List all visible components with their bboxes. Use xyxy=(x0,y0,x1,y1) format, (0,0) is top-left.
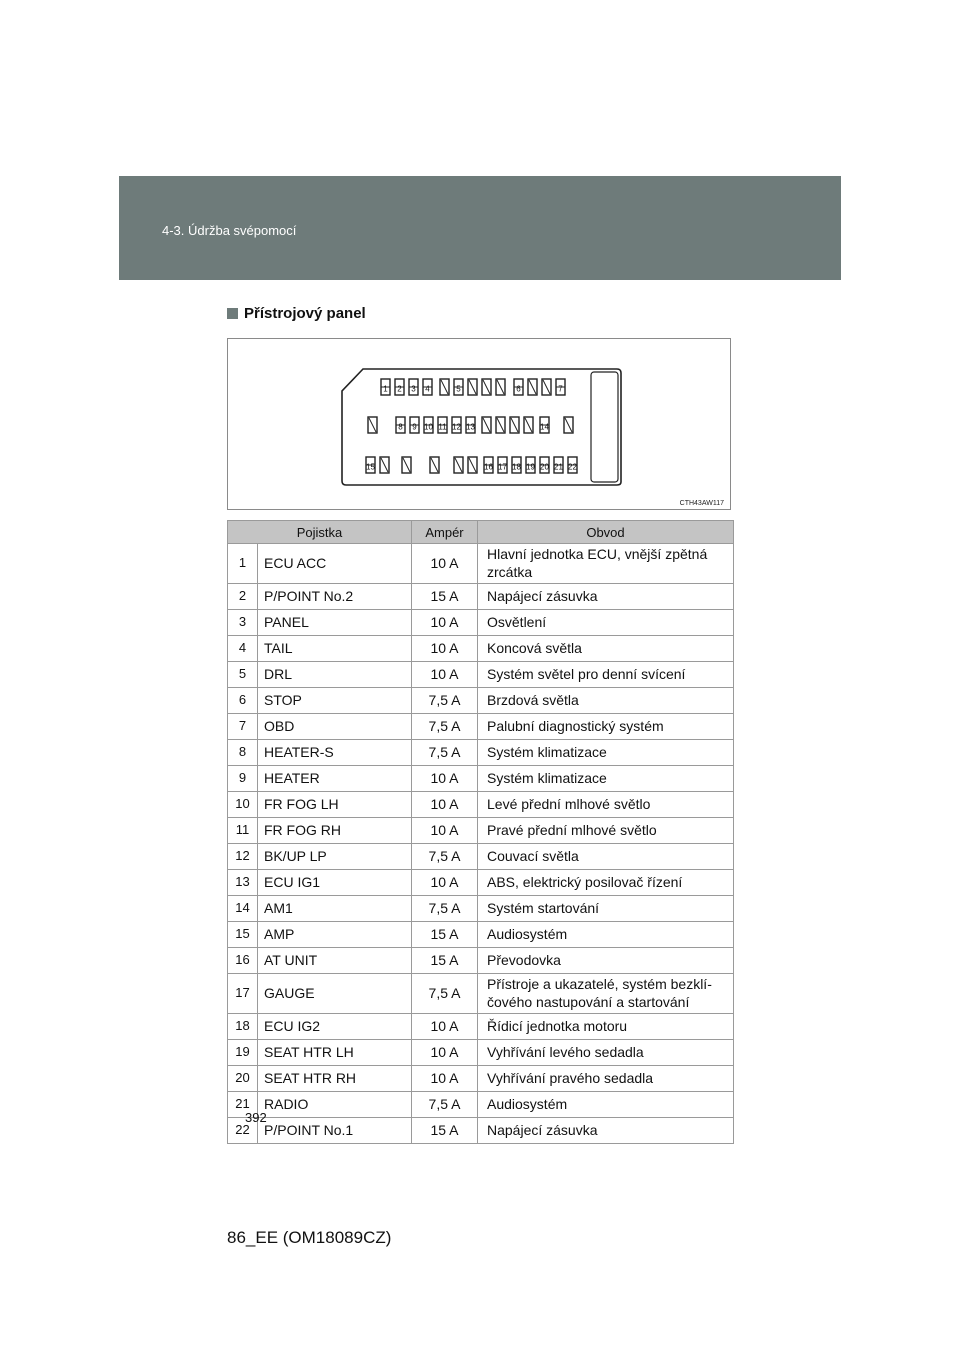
table-row xyxy=(228,740,734,766)
fuse-number: 4 xyxy=(228,636,258,662)
fuse-amperage: 7,5 A xyxy=(412,1092,478,1118)
fuse-amperage: 7,5 A xyxy=(412,844,478,870)
fuse-amperage: 10 A xyxy=(412,1014,478,1040)
fuse-amperage: 10 A xyxy=(412,1040,478,1066)
fuse-label: 12 xyxy=(452,422,461,432)
fuse-name: AMP xyxy=(258,922,412,948)
fuse-name: STOP xyxy=(258,688,412,714)
fuse-circuit: Převodovka xyxy=(478,948,734,974)
fuse-label: 6 xyxy=(516,384,521,394)
fuse-amperage: 7,5 A xyxy=(412,740,478,766)
fuse-amperage: 15 A xyxy=(412,922,478,948)
fuse-label: 22 xyxy=(568,462,577,472)
fuse-number: 8 xyxy=(228,740,258,766)
table-row xyxy=(228,948,734,974)
table-row xyxy=(228,688,734,714)
fuse-label: 9 xyxy=(412,422,417,432)
column-header-fuse: Pojistka xyxy=(228,521,412,544)
fuse-circuit: ABS, elektrický posilovač řízení xyxy=(478,870,734,896)
fuse-amperage: 10 A xyxy=(412,636,478,662)
table-row xyxy=(228,1040,734,1066)
fuse-label: 2 xyxy=(397,384,402,394)
fuse-circuit: Brzdová světla xyxy=(478,688,734,714)
fuse-name: ECU ACC xyxy=(258,544,412,584)
fuse-circuit: Palubní diagnostický systém xyxy=(478,714,734,740)
fuse-name: TAIL xyxy=(258,636,412,662)
fuse-name: FR FOG RH xyxy=(258,818,412,844)
fuse-number: 1 xyxy=(228,544,258,584)
fuse-circuit: Vyhřívání pravého sedadla xyxy=(478,1066,734,1092)
fuse-circuit: Osvětlení xyxy=(478,610,734,636)
fuse-name: BK/UP LP xyxy=(258,844,412,870)
page-number: 392 xyxy=(245,1110,267,1125)
fuse-number: 12 xyxy=(228,844,258,870)
fuse-circuit: Napájecí zásuvka xyxy=(478,584,734,610)
fuse-name: HEATER xyxy=(258,766,412,792)
table-row xyxy=(228,1066,734,1092)
table-row xyxy=(228,844,734,870)
table-row xyxy=(228,974,734,1014)
fuse-amperage: 10 A xyxy=(412,870,478,896)
table-row xyxy=(228,896,734,922)
fuse-label: 21 xyxy=(554,462,563,472)
fuse-number: 7 xyxy=(228,714,258,740)
fuse-circuit: Audiosystém xyxy=(478,1092,734,1118)
fuse-number: 9 xyxy=(228,766,258,792)
table-row xyxy=(228,1092,734,1118)
fuse-amperage: 10 A xyxy=(412,610,478,636)
fuse-name: OBD xyxy=(258,714,412,740)
table-row xyxy=(228,1118,734,1144)
fuse-number: 13 xyxy=(228,870,258,896)
table-row xyxy=(228,766,734,792)
fuse-circuit: Přístroje a ukazatelé, systém bezklí-čového nastupování a startování xyxy=(478,974,734,1014)
fuse-label: 18 xyxy=(512,462,521,472)
fuse-circuit: Levé přední mlhové světlo xyxy=(478,792,734,818)
fuse-number: 2 xyxy=(228,584,258,610)
fuse-number: 22 xyxy=(228,1118,258,1144)
column-header-amp: Ampér xyxy=(412,521,478,544)
fuse-number: 14 xyxy=(228,896,258,922)
table-row xyxy=(228,636,734,662)
fuse-name: RADIO xyxy=(258,1092,412,1118)
table-row xyxy=(228,662,734,688)
bullet-square-icon xyxy=(227,308,238,319)
table-row xyxy=(228,714,734,740)
fuse-number: 20 xyxy=(228,1066,258,1092)
table-row xyxy=(228,584,734,610)
fuse-amperage: 10 A xyxy=(412,662,478,688)
fuse-label: 4 xyxy=(425,384,430,394)
fuse-box-drawing xyxy=(228,339,730,509)
fuse-label: 14 xyxy=(540,422,549,432)
fuse-circuit: Koncová světla xyxy=(478,636,734,662)
fuse-name: AT UNIT xyxy=(258,948,412,974)
fuse-amperage: 7,5 A xyxy=(412,974,478,1014)
fuse-label: 5 xyxy=(456,384,461,394)
fuse-amperage: 10 A xyxy=(412,818,478,844)
fuse-circuit: Systém startování xyxy=(478,896,734,922)
figure-code: CTH43AW117 xyxy=(679,500,724,507)
fuse-name: P/POINT No.2 xyxy=(258,584,412,610)
fuse-name: HEATER-S xyxy=(258,740,412,766)
table-row xyxy=(228,922,734,948)
fuse-label: 13 xyxy=(466,422,475,432)
fuse-name: DRL xyxy=(258,662,412,688)
fuse-amperage: 7,5 A xyxy=(412,714,478,740)
fuse-amperage: 10 A xyxy=(412,544,478,584)
fuse-label: 8 xyxy=(398,422,403,432)
fuse-circuit: Hlavní jednotka ECU, vnější zpětná zrcátka xyxy=(478,544,734,584)
table-row xyxy=(228,792,734,818)
fuse-number: 18 xyxy=(228,1014,258,1040)
fuse-table xyxy=(227,520,734,1144)
fuse-name: GAUGE xyxy=(258,974,412,1014)
table-row xyxy=(228,818,734,844)
fuse-label: 11 xyxy=(438,422,447,432)
fuse-number: 11 xyxy=(228,818,258,844)
fuse-amperage: 15 A xyxy=(412,1118,478,1144)
fuse-number: 21 xyxy=(228,1092,258,1118)
fuse-amperage: 10 A xyxy=(412,766,478,792)
fuse-circuit: Couvací světla xyxy=(478,844,734,870)
fuse-circuit: Systém klimatizace xyxy=(478,740,734,766)
fuse-name: PANEL xyxy=(258,610,412,636)
fuse-amperage: 15 A xyxy=(412,948,478,974)
fuse-circuit: Napájecí zásuvka xyxy=(478,1118,734,1144)
fuse-name: AM1 xyxy=(258,896,412,922)
fuse-label: 3 xyxy=(411,384,416,394)
fuse-name: ECU IG1 xyxy=(258,870,412,896)
fuse-label: 10 xyxy=(424,422,433,432)
fuse-label: 16 xyxy=(484,462,493,472)
fuse-label: 7 xyxy=(558,384,563,394)
table-header-row xyxy=(228,521,734,544)
table-row xyxy=(228,1014,734,1040)
section-heading xyxy=(227,305,366,322)
fuse-amperage: 10 A xyxy=(412,792,478,818)
fuse-amperage: 10 A xyxy=(412,1066,478,1092)
fuse-number: 3 xyxy=(228,610,258,636)
fuse-number: 17 xyxy=(228,974,258,1014)
fuse-number: 19 xyxy=(228,1040,258,1066)
table-row xyxy=(228,544,734,584)
fuse-number: 15 xyxy=(228,922,258,948)
fuse-label: 17 xyxy=(498,462,507,472)
fuse-box-diagram xyxy=(227,338,731,510)
fuse-circuit: Systém klimatizace xyxy=(478,766,734,792)
fuse-amperage: 7,5 A xyxy=(412,688,478,714)
section-title: Přístrojový panel xyxy=(244,305,366,322)
fuse-circuit: Pravé přední mlhové světlo xyxy=(478,818,734,844)
fuse-label: 15 xyxy=(366,462,375,472)
header-band xyxy=(119,176,841,280)
connector-block xyxy=(591,372,618,482)
fuse-circuit: Systém světel pro denní svícení xyxy=(478,662,734,688)
fuse-label: 19 xyxy=(526,462,535,472)
breadcrumb: 4-3. Údržba svépomocí xyxy=(162,223,297,238)
fuse-number: 5 xyxy=(228,662,258,688)
document-code: 86_EE (OM18089CZ) xyxy=(227,1228,392,1247)
fuse-number: 10 xyxy=(228,792,258,818)
fuse-number: 16 xyxy=(228,948,258,974)
fuse-circuit: Audiosystém xyxy=(478,922,734,948)
column-header-circuit: Obvod xyxy=(478,521,734,544)
table-row xyxy=(228,870,734,896)
fuse-label: 1 xyxy=(383,384,388,394)
fuse-name: FR FOG LH xyxy=(258,792,412,818)
fuse-amperage: 15 A xyxy=(412,584,478,610)
fuse-name: SEAT HTR LH xyxy=(258,1040,412,1066)
fuse-label: 20 xyxy=(540,462,549,472)
fuse-amperage: 7,5 A xyxy=(412,896,478,922)
table-row xyxy=(228,610,734,636)
fuse-circuit: Vyhřívání levého sedadla xyxy=(478,1040,734,1066)
fuse-name: SEAT HTR RH xyxy=(258,1066,412,1092)
fuse-number: 6 xyxy=(228,688,258,714)
fuse-name: P/POINT No.1 xyxy=(258,1118,412,1144)
fuse-name: ECU IG2 xyxy=(258,1014,412,1040)
fuse-circuit: Řídicí jednotka motoru xyxy=(478,1014,734,1040)
